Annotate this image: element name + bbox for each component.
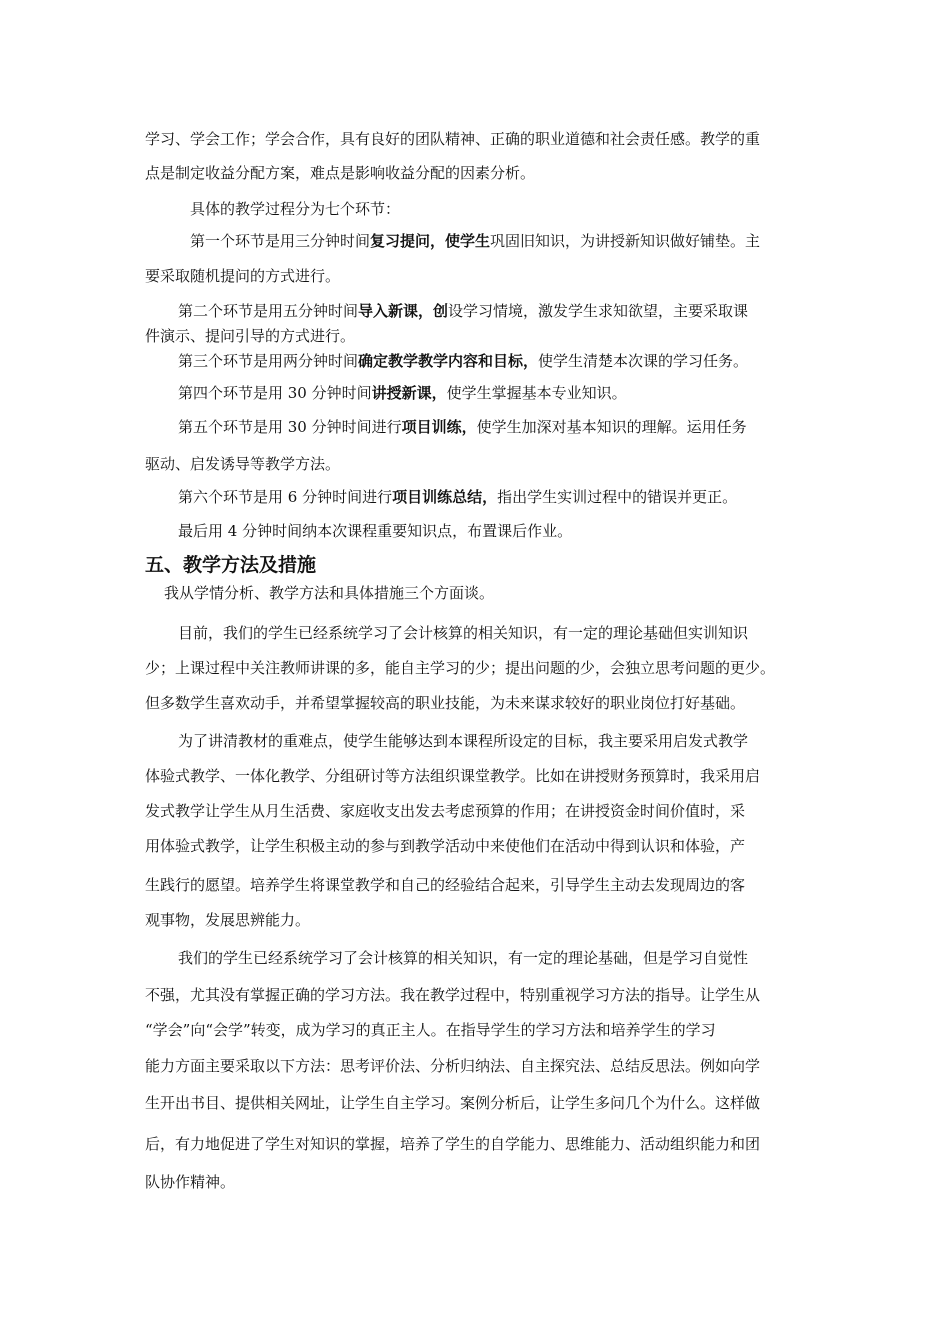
intro-line-1: 学习、学会工作；学会合作，具有良好的团队精神、正确的职业道德和社会责任感。教学的重 — [145, 130, 761, 148]
p3-line-1: 我们的学生已经系统学习了会计核算的相关知识，有一定的理论基础，但是学习自觉性 — [178, 949, 749, 967]
step-5-cont: 驱动、启发诱导等教学方法。 — [145, 455, 341, 473]
step-1: 第一个环节是用三分钟时间复习提问，使学生巩固旧知识，为讲授新知识做好铺垫。主 — [190, 232, 761, 250]
step-2: 第二个环节是用五分钟时间导入新课，创设学习情境，激发学生求知欲望，主要采取课 — [178, 302, 749, 320]
step-7: 最后用 4 分钟时间纳本次课程重要知识点，布置课后作业。 — [178, 522, 573, 540]
step-2-cont: 件演示、提问引导的方式进行。 — [145, 327, 356, 345]
step-6: 第六个环节是用 6 分钟时间进行项目训练总结，指出学生实训过程中的错误并更正。 — [178, 488, 738, 506]
p2-line-6: 观事物，发展思辨能力。 — [145, 911, 311, 929]
section-lead: 我从学情分析、教学方法和具体措施三个方面谈。 — [164, 584, 495, 602]
p2-line-4: 用体验式教学，让学生积极主动的参与到教学活动中来使他们在活动中得到认识和体验，产 — [145, 837, 746, 855]
p1-line-2: 少；上课过程中关注教师讲课的多，能自主学习的少；提出问题的少，会独立思考问题的更少。 — [145, 659, 776, 677]
step-1-cont: 要采取随机提问的方式进行。 — [145, 267, 341, 285]
process-intro: 具体的教学过程分为七个环节： — [190, 200, 401, 218]
p3-line-3: “学会”向“会学”转变，成为学习的真正主人。在指导学生的学习方法和培养学生的学习 — [145, 1021, 716, 1039]
p2-line-1: 为了讲清教材的重难点，使学生能够达到本课程所设定的目标，我主要采用启发式教学 — [178, 732, 749, 750]
p3-line-7: 队协作精神。 — [145, 1173, 236, 1191]
p1-line-3: 但多数学生喜欢动手，并希望掌握较高的职业技能，为未来谋求较好的职业岗位打好基础。 — [145, 694, 746, 712]
p2-line-3: 发式教学让学生从月生活费、家庭收支出发去考虑预算的作用；在讲授资金时间价值时，采 — [145, 802, 746, 820]
step-4: 第四个环节是用 30 分钟时间讲授新课，使学生掌握基本专业知识。 — [178, 384, 627, 402]
section-heading: 五、教学方法及措施 — [145, 554, 317, 576]
step-3: 第三个环节是用两分钟时间确定教学教学内容和目标，使学生清楚本次课的学习任务。 — [178, 352, 749, 370]
p2-line-5: 生践行的愿望。培养学生将课堂教学和自己的经验结合起来，引导学生主动去发现周边的客 — [145, 876, 746, 894]
p3-line-4: 能力方面主要采取以下方法：思考评价法、分析归纳法、自主探究法、总结反思法。例如向学 — [145, 1057, 761, 1075]
intro-line-2: 点是制定收益分配方案，难点是影响收益分配的因素分析。 — [145, 164, 536, 182]
p3-line-6: 后，有力地促进了学生对知识的掌握，培养了学生的自学能力、思维能力、活动组织能力和团 — [145, 1135, 761, 1153]
step-5: 第五个环节是用 30 分钟时间进行项目训练，使学生加深对基本知识的理解。运用任务 — [178, 418, 747, 436]
p3-line-5: 生开出书目、提供相关网址，让学生自主学习。案例分析后，让学生多问几个为什么。这样做 — [145, 1094, 761, 1112]
p1-line-1: 目前，我们的学生已经系统学习了会计核算的相关知识，有一定的理论基础但实训知识 — [178, 624, 749, 642]
p3-line-2: 不强，尤其没有掌握正确的学习方法。我在教学过程中，特别重视学习方法的指导。让学生从 — [145, 986, 761, 1004]
p2-line-2: 体验式教学、一体化教学、分组研讨等方法组织课堂教学。比如在讲授财务预算时，我采用启 — [145, 767, 761, 785]
